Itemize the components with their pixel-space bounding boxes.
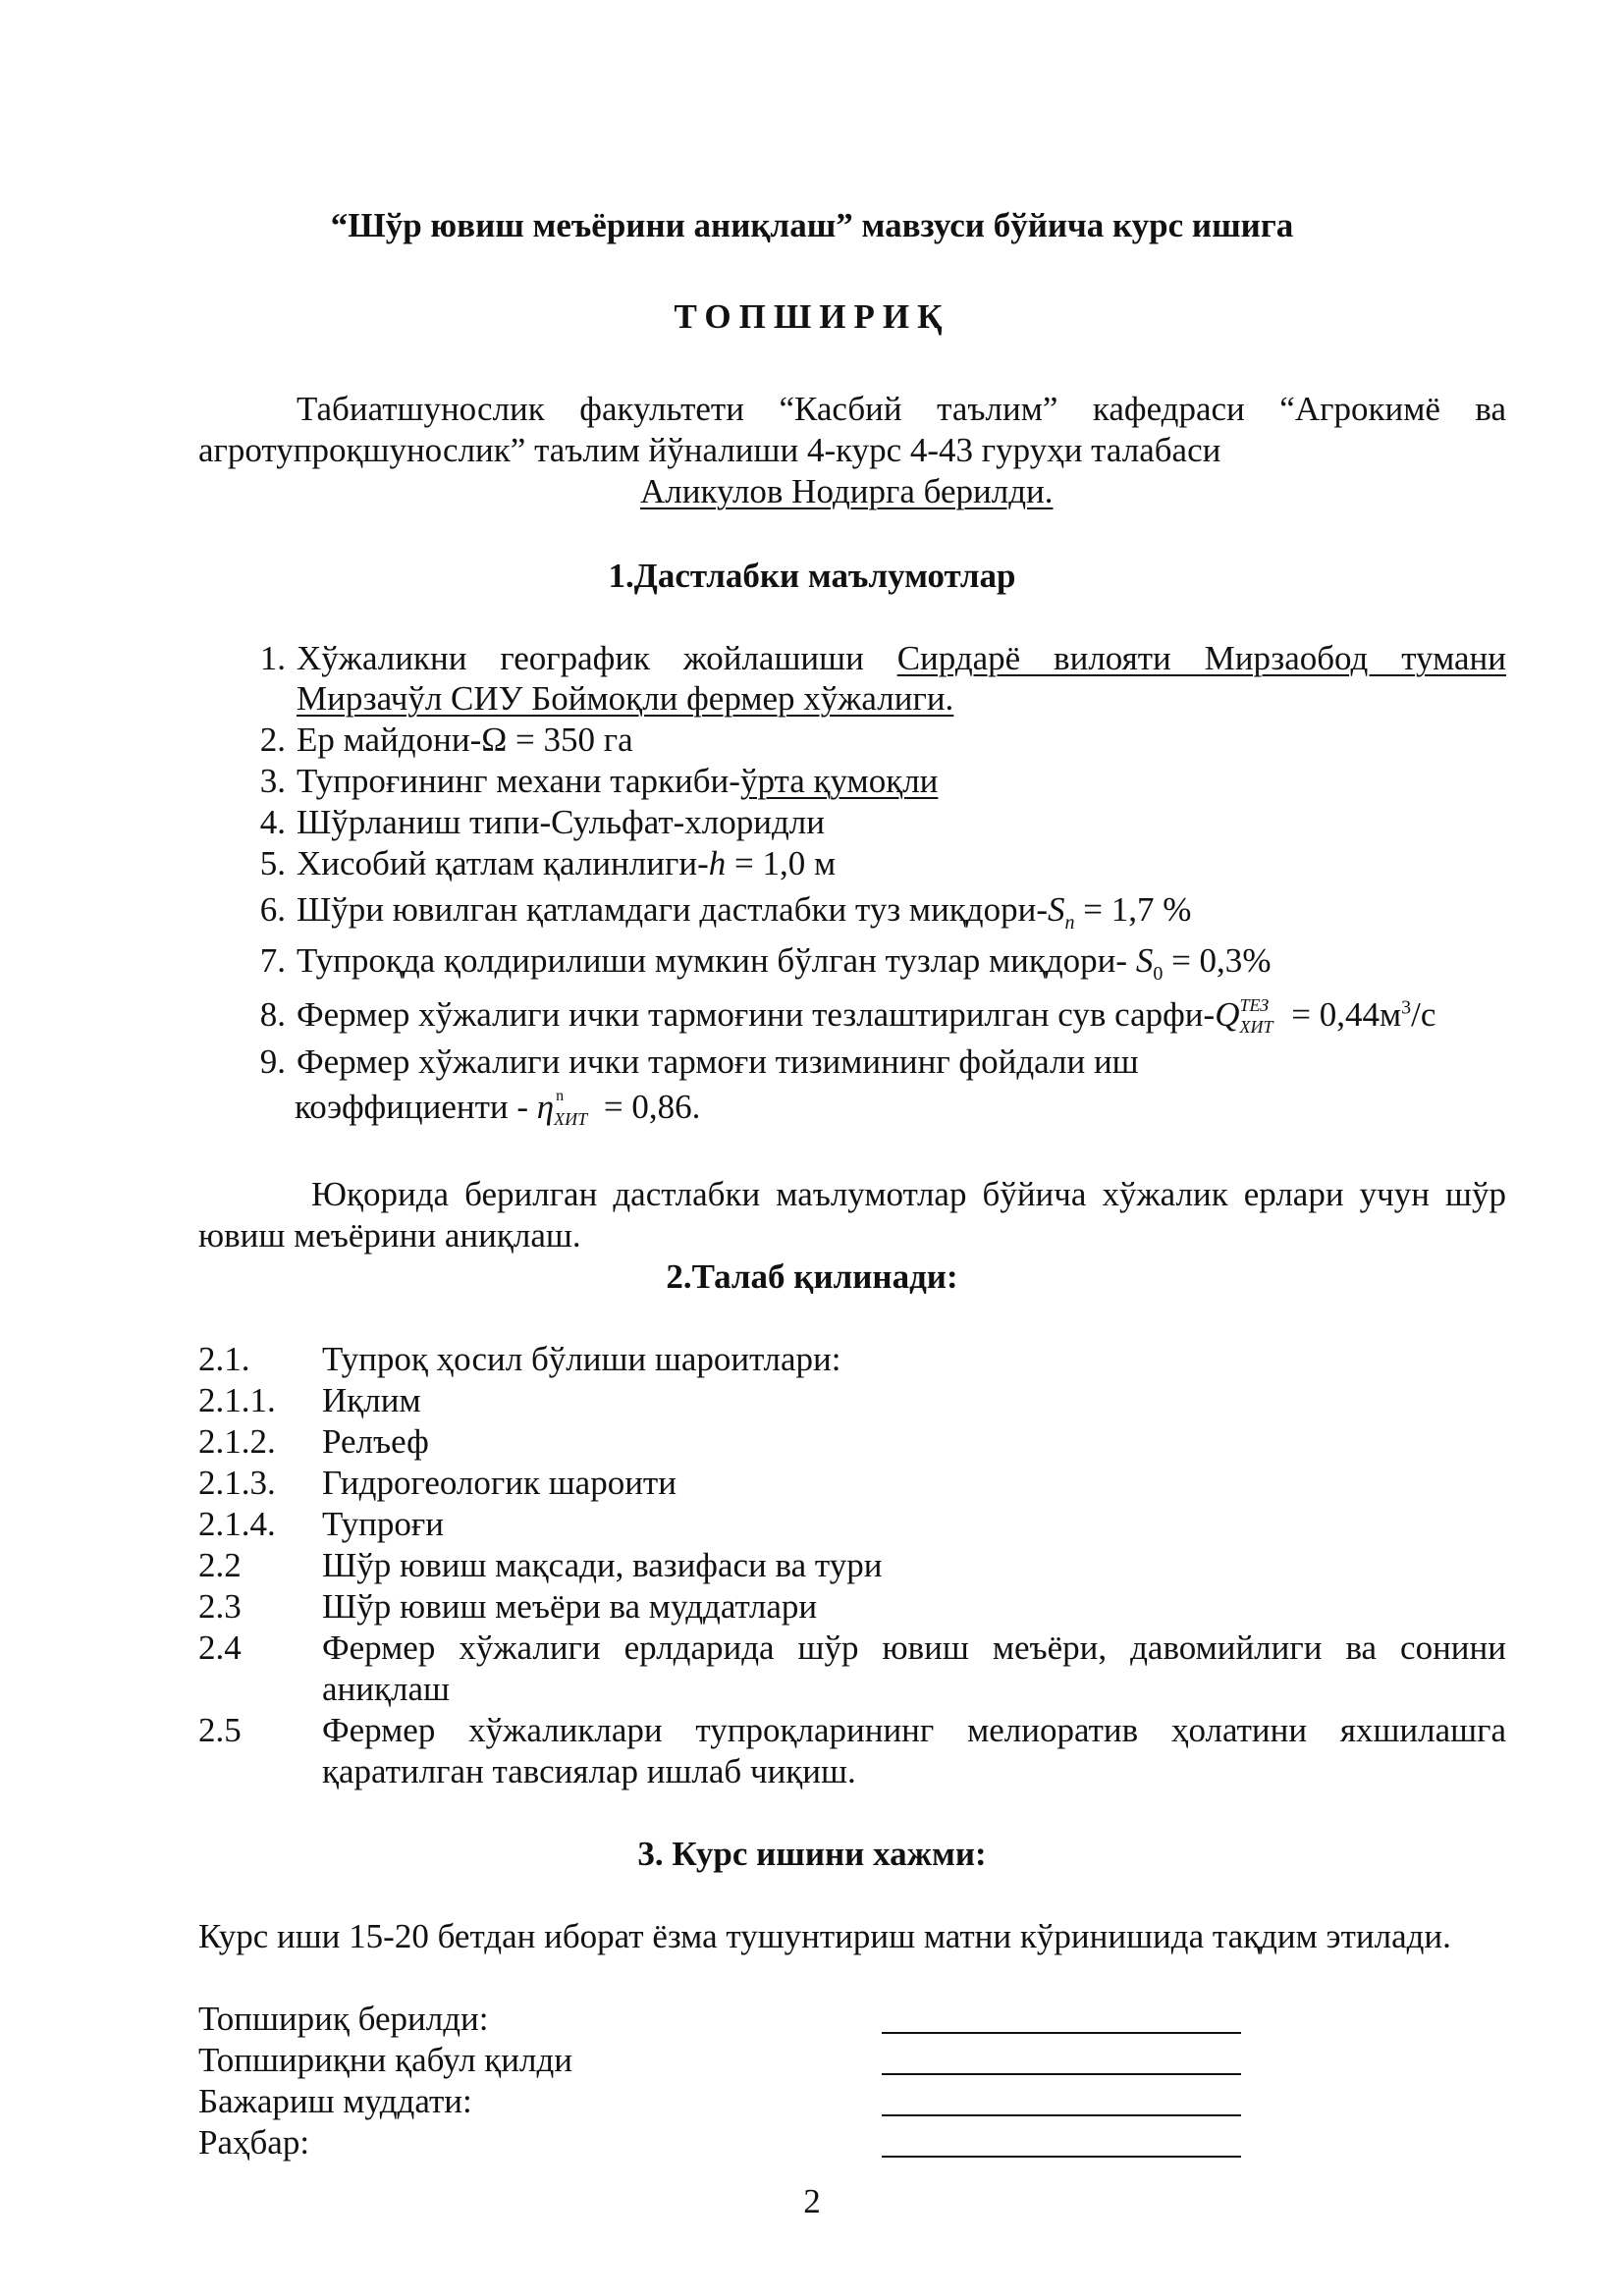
- item-text: Шўрланиш типи-Сульфат-хлоридли: [297, 803, 825, 841]
- section2-item: [0, 1464, 1624, 1503]
- item-text: Фермер хўжалиги ички тармоғи тизимининг фойдали иш: [297, 1042, 1139, 1081]
- section2-item: [0, 1629, 1624, 1668]
- section2-item: [0, 1422, 1624, 1462]
- item-number: 1.: [259, 639, 286, 677]
- item-location-underlined: Сирдарё вилояти Мирзаобод тумани: [896, 639, 1506, 677]
- section2-item: [0, 1505, 1624, 1544]
- section1-closing-line-1: Юқорида берилган дастлабки маълумотлар бўйича хўжалик ерлари учун шўр: [311, 1175, 1506, 1213]
- section2-item: [0, 1340, 1624, 1379]
- item-text: Шўр ювиш мақсади, вазифаси ва тури: [322, 1546, 883, 1584]
- item-text: Хўжаликни географик жойлашиши Сирдарё вилояти Мирзаобод тумани: [297, 639, 1506, 677]
- item-number: 9.: [259, 1042, 286, 1081]
- item-number: 5.: [259, 844, 286, 882]
- item-number: 8.: [259, 995, 286, 1034]
- item-number: 4.: [259, 803, 286, 841]
- section1-item-4: [0, 803, 1624, 842]
- section2-heading: 2.Талаб қилинади:: [666, 1257, 958, 1296]
- item-text: Тупроқда қолдирилиши мумкин бўлган тузлар миқдори- $S_0 = 0,3\%$: [297, 941, 1272, 985]
- item-text: Ер майдони-Ω = 350 га: [297, 721, 633, 759]
- section1-item-5: [0, 844, 1624, 883]
- item-text: Шўри ювилган қатламдаги дастлабки туз миқдори-$S_n = 1,7$ %: [297, 890, 1192, 934]
- item-text: Фермер хўжаликлари тупроқларининг мелиоратив ҳолатини яхшилашга: [322, 1711, 1506, 1749]
- item-formula: Ω = 350: [481, 721, 595, 759]
- item-text: Хисобий қатлам қалинлиги-h = 1,0 м: [297, 844, 837, 882]
- section2-item: [0, 1546, 1624, 1585]
- item-number: 2.: [259, 721, 286, 759]
- item-number: 2.1.: [198, 1340, 250, 1378]
- section1-item-1-line-2: Мирзачўл СИУ Боймоқли фермер хўжалиги.: [297, 679, 954, 718]
- signature-label-deadline: Бажариш муддати:: [198, 2082, 472, 2120]
- signature-label-accepted: Топшириқни қабул қилди: [198, 2041, 573, 2079]
- item-text: Фермер хўжалиги ерлдарида шўр ювиш меъёри, давомийлиги ва сонини: [322, 1629, 1506, 1667]
- section1-item-6: [0, 890, 1624, 935]
- signature-line-supervisor[interactable]: [882, 2156, 1241, 2158]
- intro-line-1: Табиатшунослик факультети “Касбий таълим” кафедраси “Агрокимё ва: [297, 390, 1506, 428]
- section1-item-1: [0, 639, 1624, 678]
- document-title: “Шўр ювиш меъёрини аниқлаш” мавзуси бўйича курс ишига: [330, 206, 1294, 244]
- item-text: Иқлим: [322, 1381, 421, 1419]
- section2-item: [0, 1381, 1624, 1420]
- signature-label-assigned: Топшириқ берилди:: [198, 2000, 489, 2038]
- section2-item-line-2: аниқлаш: [322, 1670, 450, 1708]
- signature-line-assigned[interactable]: [882, 2032, 1241, 2034]
- item-text: Тупроғи: [322, 1505, 444, 1543]
- item-number: 2.2: [198, 1546, 242, 1584]
- section1-item-3: [0, 762, 1624, 801]
- item-soil-underlined: ўрта қумоқли: [739, 762, 939, 800]
- section1-item-8: [0, 995, 1624, 1041]
- intro-student-name: Аликулов Нодирга берилди.: [640, 472, 1054, 510]
- section2-item-line-2: қаратилган тавсиялар ишлаб чиқиш.: [322, 1752, 856, 1790]
- section2-item: [0, 1711, 1624, 1750]
- signature-line-accepted[interactable]: [882, 2073, 1241, 2075]
- item-text: Фермер хўжалиги ички тармоғини тезлаштирилган сув сарфи-Q ТЕЗ ХИТ = $0,44м^3/с$: [297, 995, 1436, 1037]
- section1-heading: 1.Дастлабки маълумотлар: [608, 557, 1016, 595]
- item-number: 2.3: [198, 1587, 242, 1626]
- section3-text: Курс иши 15-20 бетдан иборат ёзма тушунтириш матни кўринишида тақдим этилади.: [198, 1917, 1451, 1955]
- signature-line-deadline[interactable]: [882, 2114, 1241, 2116]
- document-subtitle: ТОПШИРИҚ: [674, 297, 950, 336]
- page-number: 2: [803, 2182, 821, 2220]
- section1-item-2: [0, 721, 1624, 760]
- item-number: 6.: [259, 890, 286, 929]
- item-number: 2.1.2.: [198, 1422, 276, 1461]
- item-text: Шўр ювиш меъёри ва муддатлари: [322, 1587, 818, 1626]
- item-text: Тупроқ ҳосил бўлиши шароитлари:: [322, 1340, 841, 1378]
- signature-label-supervisor: Раҳбар:: [198, 2123, 310, 2162]
- item-text: Релъеф: [322, 1422, 429, 1461]
- section3-heading: 3. Курс ишини хажми:: [637, 1835, 987, 1873]
- section1-item-9-line-2: коэффициенти - η n ХИТ = 0,86.: [295, 1088, 701, 1129]
- item-number: 2.1.4.: [198, 1505, 276, 1543]
- section2-item: [0, 1587, 1624, 1627]
- section1-item-7: [0, 941, 1624, 987]
- item-text: Гидрогеологик шароити: [322, 1464, 677, 1502]
- section1-closing-line-2: ювиш меъёрини аниқлаш.: [198, 1216, 581, 1255]
- item-number: 2.1.3.: [198, 1464, 276, 1502]
- item-text: Тупроғининг механи таркиби-ўрта қумоқли: [297, 762, 939, 800]
- item-number: 7.: [259, 941, 286, 980]
- intro-line-2: агротупроқшунослик” таълим йўналиши 4-курс 4-43 гуруҳи талабаси: [198, 431, 1221, 469]
- item-number: 2.4: [198, 1629, 242, 1667]
- item-number: 2.1.1.: [198, 1381, 276, 1419]
- item-number: 2.5: [198, 1711, 242, 1749]
- section1-item-9: [0, 1042, 1624, 1082]
- item-number: 3.: [259, 762, 286, 800]
